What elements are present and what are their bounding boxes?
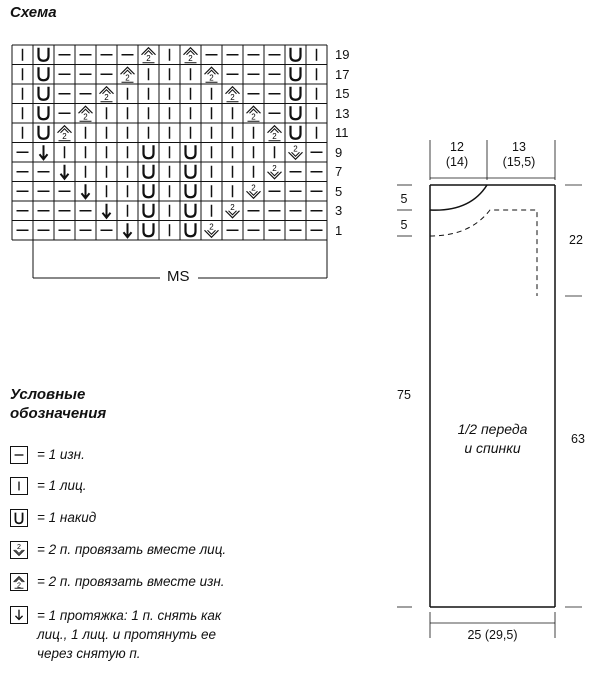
back-neckline [430,210,537,296]
legend-text-p2tog: = 2 п. провязать вместе изн. [37,574,225,589]
neck-width-value: 12 [450,140,464,154]
row-number-label: 11 [335,125,349,140]
neck-width-alt: (14) [445,155,469,169]
shoulder-width-value: 13 [512,140,526,154]
shoulder-width-alt: (15,5) [502,155,536,169]
schematic-title-line1: 1/2 переда [457,421,528,437]
back-neck-depth-label: 5 [400,218,408,232]
legend-text-pass-over-3: через снятую п. [37,646,141,661]
bottom-width-label: 25 (29,5) [467,628,518,642]
front-neckline [430,185,487,210]
row-number-label: 19 [335,47,350,62]
row-number-label: 5 [335,183,343,199]
p2tog-icon: 2 [83,112,88,122]
legend-text-purl: = 1 изн. [37,447,85,462]
legend-title-line1: Условные [10,386,86,403]
row-number-label: 17 [335,66,350,82]
neck-width-label [440,140,474,170]
schematic-title-line2: и спинки [464,440,521,456]
k2tog-icon: 2 [293,144,298,154]
row-number-label: 13 [335,105,350,121]
total-length-label: 75 [397,388,411,402]
legend-text-pass-over-1: = 1 протяжка: 1 п. снять как [37,608,222,623]
legend-title-line2: обозначения [10,405,107,422]
armhole-label: 22 [569,233,583,247]
shoulder-width-label [498,140,540,170]
legend-text-k2tog: = 2 п. провязать вместе лиц. [37,542,227,557]
row-number-label: 1 [335,222,343,238]
k2tog-icon: 2 [209,222,214,232]
k2tog-icon: 2 [272,163,277,173]
row-number-label: 7 [335,164,343,179]
p2tog-icon: 2 [125,73,130,83]
chart-title: Схема [10,4,57,21]
front-neck-depth-label: 5 [400,192,408,206]
p2tog-icon: 2 [209,73,214,83]
schematic-title [430,420,555,458]
svg-text:2: 2 [17,581,21,590]
legend-text-pass-over-2: лиц., 1 лиц. и протянуть ее [37,627,216,642]
p2tog-icon: 2 [272,131,277,141]
row-number-label: 3 [335,203,343,218]
repeat-label: MS [167,268,190,285]
legend-text-knit: = 1 лиц. [37,478,87,493]
svg-text:2: 2 [17,543,21,552]
k2tog-icon: 2 [230,202,235,212]
side-length-label: 63 [571,432,585,446]
p2tog-icon: 2 [146,53,151,63]
row-number-label: 9 [335,144,343,160]
p2tog-icon: 2 [104,92,109,102]
p2tog-icon: 2 [251,112,256,122]
p2tog-icon: 2 [188,53,193,63]
p2tog-icon: 2 [62,131,67,141]
k2tog-icon: 2 [251,183,256,193]
row-number-label: 15 [335,86,350,101]
p2tog-icon: 2 [230,92,235,102]
legend-text-yarn-over: = 1 накид [37,510,97,525]
